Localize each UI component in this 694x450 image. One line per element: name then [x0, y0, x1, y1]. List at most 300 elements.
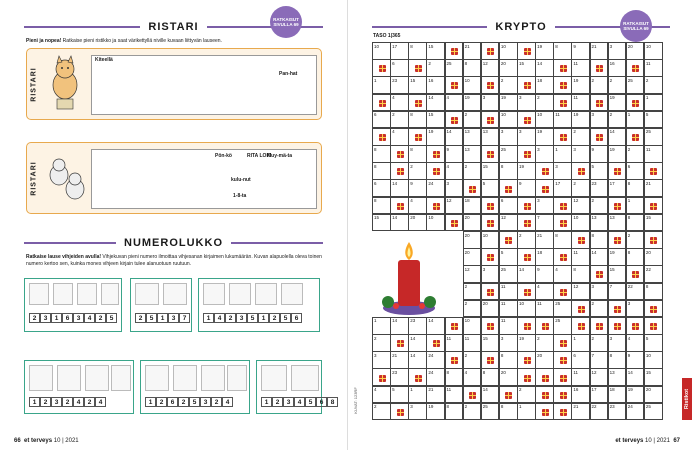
krypto-cell[interactable]: 1 — [372, 76, 391, 94]
krypto-cell[interactable]: 2 — [535, 94, 554, 112]
krypto-cell[interactable] — [517, 368, 536, 386]
krypto-cell[interactable] — [590, 94, 609, 112]
krypto-cell[interactable]: 1 — [626, 197, 645, 215]
krypto-cell[interactable]: 12 — [590, 368, 609, 386]
answer-digit-cell[interactable]: 7 — [179, 313, 190, 323]
answer-digit-cell[interactable]: 3 — [168, 313, 179, 323]
krypto-cell[interactable]: 2 — [408, 162, 427, 180]
krypto-cell[interactable] — [481, 214, 500, 232]
krypto-cell[interactable]: 19 — [608, 94, 627, 112]
krypto-cell[interactable] — [408, 94, 427, 112]
krypto-cell[interactable] — [590, 59, 609, 77]
krypto-cell[interactable]: 2 — [517, 386, 536, 404]
krypto-cell[interactable] — [553, 403, 572, 421]
krypto-cell[interactable]: 9 — [408, 179, 427, 197]
krypto-cell[interactable]: 18 — [608, 386, 627, 404]
krypto-cell[interactable]: 20 — [463, 231, 482, 249]
krypto-cell[interactable]: 10 — [517, 300, 536, 318]
krypto-cell[interactable] — [517, 111, 536, 129]
krypto-cell[interactable]: 4 — [372, 386, 391, 404]
krypto-cell[interactable]: 5 — [499, 248, 518, 266]
krypto-cell[interactable]: 19 — [517, 334, 536, 352]
krypto-cell[interactable]: 25 — [499, 265, 518, 283]
krypto-cell[interactable]: 20 — [535, 351, 554, 369]
answer-digit-cell[interactable]: 4 — [95, 397, 106, 407]
krypto-cell[interactable] — [553, 94, 572, 112]
krypto-cell[interactable]: 2 — [626, 231, 645, 249]
krypto-cell[interactable]: 8 — [372, 162, 391, 180]
krypto-cell[interactable]: 3 — [608, 42, 627, 60]
krypto-cell[interactable] — [481, 248, 500, 266]
krypto-cell[interactable]: 4 — [463, 368, 482, 386]
krypto-cell[interactable]: 21 — [590, 42, 609, 60]
krypto-cell[interactable]: 3 — [571, 145, 590, 163]
krypto-cell[interactable] — [553, 248, 572, 266]
krypto-cell[interactable]: 3 — [517, 94, 536, 112]
answer-digit-cell[interactable]: 2 — [156, 397, 167, 407]
krypto-cell[interactable]: 25 — [644, 128, 663, 146]
krypto-cell[interactable]: 8 — [553, 231, 572, 249]
answer-digit-cell[interactable]: 2 — [269, 313, 280, 323]
krypto-cell[interactable]: 25 — [553, 300, 572, 318]
krypto-cell[interactable]: 19 — [571, 111, 590, 129]
krypto-cell[interactable]: 9 — [535, 265, 554, 283]
krypto-cell[interactable] — [445, 76, 464, 94]
krypto-cell[interactable] — [553, 283, 572, 301]
krypto-cell[interactable]: 11 — [535, 300, 554, 318]
krypto-cell[interactable]: 16 — [608, 59, 627, 77]
krypto-cell[interactable]: 6 — [626, 162, 645, 180]
krypto-cell[interactable]: 13 — [608, 368, 627, 386]
krypto-cell[interactable] — [372, 94, 391, 112]
krypto-cell[interactable]: 21 — [463, 42, 482, 60]
answer-digit-cell[interactable]: 3 — [236, 313, 247, 323]
krypto-cell[interactable]: 13 — [590, 214, 609, 232]
krypto-cell[interactable]: 16 — [571, 386, 590, 404]
krypto-cell[interactable]: 1 — [372, 317, 391, 335]
krypto-cell[interactable] — [626, 265, 645, 283]
krypto-cell[interactable] — [517, 214, 536, 232]
krypto-cell[interactable]: 17 — [608, 179, 627, 197]
krypto-cell[interactable] — [408, 59, 427, 77]
krypto-cell[interactable]: 11 — [499, 283, 518, 301]
krypto-cell[interactable] — [445, 351, 464, 369]
krypto-cell[interactable]: 21 — [644, 179, 663, 197]
krypto-cell[interactable]: 23 — [590, 179, 609, 197]
krypto-cell[interactable] — [445, 317, 464, 335]
krypto-cell[interactable]: 14 — [608, 128, 627, 146]
krypto-cell[interactable]: 15 — [372, 214, 391, 232]
krypto-cell[interactable]: 15 — [426, 111, 445, 129]
krypto-cell[interactable] — [517, 42, 536, 60]
krypto-cell[interactable]: 14 — [626, 368, 645, 386]
krypto-cell[interactable]: 14 — [408, 334, 427, 352]
krypto-cell[interactable] — [608, 300, 627, 318]
krypto-cell[interactable]: 1 — [571, 334, 590, 352]
krypto-cell[interactable]: 10 — [499, 111, 518, 129]
krypto-cell[interactable]: 11 — [499, 317, 518, 335]
krypto-cell[interactable]: 10 — [463, 317, 482, 335]
krypto-cell[interactable]: 2 — [499, 76, 518, 94]
krypto-cell[interactable]: 19 — [535, 128, 554, 146]
krypto-cell[interactable]: 12 — [445, 197, 464, 215]
answer-digit-cell[interactable]: 3 — [200, 397, 211, 407]
answer-digit-cell[interactable]: 5 — [106, 313, 117, 323]
krypto-cell[interactable]: 14 — [408, 351, 427, 369]
krypto-cell[interactable]: 6 — [372, 111, 391, 129]
krypto-cell[interactable]: 4 — [553, 265, 572, 283]
krypto-cell[interactable]: 18 — [535, 248, 554, 266]
krypto-cell[interactable]: 2 — [590, 334, 609, 352]
krypto-cell[interactable]: 13 — [608, 214, 627, 232]
krypto-cell[interactable]: 8 — [463, 59, 482, 77]
krypto-cell[interactable]: 21 — [426, 386, 445, 404]
krypto-cell[interactable]: 23 — [408, 317, 427, 335]
krypto-cell[interactable]: 14 — [590, 248, 609, 266]
answer-digit-cell[interactable]: 4 — [222, 397, 233, 407]
krypto-cell[interactable]: 15 — [481, 162, 500, 180]
krypto-cell[interactable]: 2 — [372, 403, 391, 421]
krypto-cell[interactable]: 2 — [463, 403, 482, 421]
answer-digit-cell[interactable]: 5 — [189, 397, 200, 407]
krypto-cell[interactable]: 20 — [408, 214, 427, 232]
answer-digit-cell[interactable]: 2 — [84, 397, 95, 407]
krypto-cell[interactable]: 4 — [626, 334, 645, 352]
krypto-cell[interactable]: 5 — [481, 179, 500, 197]
krypto-cell[interactable]: 2 — [590, 76, 609, 94]
krypto-cell[interactable]: 10 — [426, 214, 445, 232]
krypto-cell[interactable]: 5 — [390, 386, 409, 404]
krypto-cell[interactable]: 2 — [463, 111, 482, 129]
krypto-cell[interactable] — [481, 351, 500, 369]
krypto-cell[interactable]: 3 — [408, 403, 427, 421]
krypto-cell[interactable]: 23 — [608, 403, 627, 421]
krypto-cell[interactable]: 1 — [553, 145, 572, 163]
krypto-cell[interactable] — [390, 403, 409, 421]
answer-digit-cell[interactable]: 4 — [73, 397, 84, 407]
krypto-cell[interactable] — [553, 128, 572, 146]
krypto-cell[interactable]: 3 — [590, 111, 609, 129]
krypto-cell[interactable]: 7 — [590, 351, 609, 369]
krypto-cell[interactable]: 11 — [499, 300, 518, 318]
krypto-cell[interactable] — [571, 317, 590, 335]
krypto-cell[interactable]: 7 — [535, 214, 554, 232]
krypto-cell[interactable] — [553, 334, 572, 352]
answer-digit-cell[interactable]: 5 — [305, 397, 316, 407]
krypto-cell[interactable] — [644, 317, 663, 335]
answer-digit-cell[interactable]: 4 — [294, 397, 305, 407]
krypto-cell[interactable]: 19 — [517, 162, 536, 180]
krypto-cell[interactable]: 25 — [499, 145, 518, 163]
krypto-cell[interactable]: 2 — [590, 300, 609, 318]
krypto-cell[interactable]: 17 — [553, 179, 572, 197]
answer-digit-cell[interactable]: 3 — [283, 397, 294, 407]
krypto-cell[interactable]: 4 — [535, 283, 554, 301]
krypto-cell[interactable]: 2 — [571, 179, 590, 197]
krypto-cell[interactable] — [390, 162, 409, 180]
krypto-cell[interactable]: 4 — [408, 197, 427, 215]
krypto-cell[interactable]: 11 — [553, 111, 572, 129]
krypto-cell[interactable]: 2 — [372, 334, 391, 352]
krypto-cell[interactable]: 10 — [372, 42, 391, 60]
krypto-cell[interactable]: 4 — [390, 128, 409, 146]
krypto-cell[interactable] — [626, 59, 645, 77]
krypto-cell[interactable] — [517, 248, 536, 266]
krypto-cell[interactable] — [517, 76, 536, 94]
krypto-cell[interactable]: 6 — [571, 351, 590, 369]
krypto-cell[interactable] — [481, 197, 500, 215]
answer-digit-cell[interactable]: 1 — [157, 313, 168, 323]
krypto-cell[interactable] — [608, 197, 627, 215]
krypto-cell[interactable]: 22 — [590, 403, 609, 421]
krypto-cell[interactable] — [626, 317, 645, 335]
answer-digit-cell[interactable]: 2 — [135, 313, 146, 323]
krypto-cell[interactable]: 14 — [390, 317, 409, 335]
krypto-cell[interactable] — [644, 197, 663, 215]
krypto-cell[interactable]: 1 — [517, 403, 536, 421]
answer-digit-cell[interactable]: 1 — [258, 313, 269, 323]
krypto-cell[interactable]: 15 — [426, 42, 445, 60]
krypto-cell[interactable]: 4 — [390, 94, 409, 112]
krypto-cell[interactable]: 5 — [644, 334, 663, 352]
krypto-cell[interactable] — [553, 368, 572, 386]
krypto-cell[interactable] — [390, 145, 409, 163]
krypto-cell[interactable]: 8 — [445, 368, 464, 386]
krypto-cell[interactable]: 11 — [571, 248, 590, 266]
krypto-cell[interactable]: 3 — [590, 283, 609, 301]
answer-digit-cell[interactable]: 8 — [327, 397, 338, 407]
krypto-cell[interactable]: 8 — [499, 403, 518, 421]
krypto-cell[interactable]: 24 — [426, 368, 445, 386]
krypto-cell[interactable]: 2 — [463, 351, 482, 369]
krypto-cell[interactable] — [571, 231, 590, 249]
krypto-cell[interactable]: 12 — [463, 265, 482, 283]
answer-digit-cell[interactable]: 5 — [247, 313, 258, 323]
krypto-cell[interactable] — [517, 197, 536, 215]
krypto-cell[interactable] — [372, 59, 391, 77]
krypto-cell[interactable]: 10 — [481, 231, 500, 249]
answer-digit-cell[interactable]: 6 — [167, 397, 178, 407]
krypto-cell[interactable]: 24 — [426, 351, 445, 369]
krypto-cell[interactable] — [481, 76, 500, 94]
krypto-cell[interactable] — [445, 214, 464, 232]
answer-digit-cell[interactable]: 6 — [316, 397, 327, 407]
krypto-cell[interactable]: 3 — [481, 94, 500, 112]
krypto-cell[interactable]: 19 — [426, 403, 445, 421]
krypto-cell[interactable]: 8 — [408, 111, 427, 129]
krypto-cell[interactable]: 3 — [372, 351, 391, 369]
krypto-cell[interactable]: 19 — [608, 248, 627, 266]
krypto-cell[interactable]: 8 — [408, 145, 427, 163]
krypto-cell[interactable]: 20 — [626, 42, 645, 60]
krypto-cell[interactable]: 12 — [481, 59, 500, 77]
krypto-cell[interactable]: 1 — [626, 111, 645, 129]
krypto-cell[interactable]: 20 — [499, 59, 518, 77]
krypto-cell[interactable]: 16 — [426, 76, 445, 94]
answer-digit-cell[interactable]: 6 — [62, 313, 73, 323]
krypto-cell[interactable]: 6 — [390, 59, 409, 77]
answer-digit-cell[interactable]: 1 — [203, 313, 214, 323]
krypto-cell[interactable]: 23 — [390, 76, 409, 94]
krypto-cell[interactable]: 6 — [372, 179, 391, 197]
krypto-cell[interactable]: 3 — [445, 179, 464, 197]
krypto-cell[interactable] — [390, 334, 409, 352]
krypto-cell[interactable]: 7 — [608, 283, 627, 301]
krypto-cell[interactable]: 2 — [426, 59, 445, 77]
krypto-cell[interactable]: 1 — [644, 94, 663, 112]
krypto-cell[interactable]: 14 — [426, 317, 445, 335]
krypto-cell[interactable] — [517, 145, 536, 163]
krypto-cell[interactable]: 10 — [571, 214, 590, 232]
krypto-cell[interactable] — [499, 386, 518, 404]
krypto-cell[interactable] — [535, 386, 554, 404]
krypto-cell[interactable]: 13 — [463, 128, 482, 146]
krypto-cell[interactable] — [608, 162, 627, 180]
krypto-cell[interactable]: 17 — [590, 386, 609, 404]
krypto-cell[interactable]: 8 — [372, 145, 391, 163]
krypto-cell[interactable]: 14 — [445, 128, 464, 146]
krypto-cell[interactable] — [481, 317, 500, 335]
krypto-cell[interactable]: 19 — [499, 94, 518, 112]
krypto-cell[interactable] — [517, 283, 536, 301]
krypto-cell[interactable]: 8 — [608, 351, 627, 369]
answer-digit-cell[interactable]: 1 — [145, 397, 156, 407]
krypto-cell[interactable] — [535, 162, 554, 180]
krypto-cell[interactable]: 25 — [553, 317, 572, 335]
krypto-cell[interactable]: 21 — [535, 231, 554, 249]
krypto-cell[interactable]: 3 — [535, 145, 554, 163]
krypto-cell[interactable]: 19 — [535, 42, 554, 60]
krypto-cell[interactable] — [535, 403, 554, 421]
krypto-cell[interactable] — [426, 197, 445, 215]
krypto-cell[interactable]: 5 — [644, 111, 663, 129]
krypto-cell[interactable]: 14 — [390, 214, 409, 232]
krypto-cell[interactable]: 2 — [626, 145, 645, 163]
krypto-cell[interactable]: 10 — [644, 42, 663, 60]
krypto-cell[interactable] — [535, 179, 554, 197]
answer-digit-cell[interactable]: 2 — [178, 397, 189, 407]
answer-digit-cell[interactable]: 4 — [214, 313, 225, 323]
krypto-cell[interactable]: 13 — [463, 145, 482, 163]
answer-digit-cell[interactable]: 2 — [272, 397, 283, 407]
krypto-cell[interactable]: 15 — [644, 368, 663, 386]
krypto-cell[interactable]: 12 — [571, 283, 590, 301]
krypto-cell[interactable]: 2 — [390, 111, 409, 129]
krypto-cell[interactable]: 11 — [445, 334, 464, 352]
krypto-cell[interactable]: 8 — [481, 368, 500, 386]
krypto-cell[interactable] — [481, 283, 500, 301]
krypto-cell[interactable]: 2 — [463, 300, 482, 318]
answer-digit-cell[interactable]: 2 — [29, 313, 40, 323]
krypto-cell[interactable] — [553, 59, 572, 77]
krypto-cell[interactable]: 20 — [644, 248, 663, 266]
krypto-cell[interactable]: 8 — [553, 42, 572, 60]
krypto-cell[interactable] — [481, 145, 500, 163]
krypto-cell[interactable]: 13 — [481, 128, 500, 146]
krypto-cell[interactable] — [553, 76, 572, 94]
krypto-cell[interactable]: 18 — [535, 76, 554, 94]
krypto-cell[interactable]: 20 — [463, 214, 482, 232]
krypto-cell[interactable]: 14 — [390, 179, 409, 197]
krypto-cell[interactable]: 2 — [535, 334, 554, 352]
krypto-cell[interactable]: 3 — [535, 197, 554, 215]
krypto-cell[interactable]: 3 — [499, 334, 518, 352]
krypto-cell[interactable]: 9 — [445, 145, 464, 163]
krypto-cell[interactable]: 2 — [644, 76, 663, 94]
krypto-cell[interactable]: 23 — [390, 368, 409, 386]
krypto-cell[interactable]: 15 — [644, 214, 663, 232]
krypto-cell[interactable] — [426, 145, 445, 163]
krypto-cell[interactable]: 8 — [408, 42, 427, 60]
krypto-cell[interactable]: 20 — [644, 386, 663, 404]
krypto-cell[interactable]: 20 — [463, 248, 482, 266]
krypto-cell[interactable]: 8 — [499, 351, 518, 369]
krypto-cell[interactable] — [535, 317, 554, 335]
answer-digit-cell[interactable]: 1 — [261, 397, 272, 407]
krypto-cell[interactable] — [372, 368, 391, 386]
krypto-cell[interactable] — [408, 368, 427, 386]
krypto-cell[interactable]: 14 — [426, 94, 445, 112]
krypto-cell[interactable]: 9 — [571, 42, 590, 60]
krypto-cell[interactable]: 8 — [571, 265, 590, 283]
krypto-cell[interactable] — [426, 162, 445, 180]
krypto-cell[interactable]: 15 — [408, 76, 427, 94]
krypto-cell[interactable]: 21 — [390, 351, 409, 369]
krypto-cell[interactable]: 11 — [571, 94, 590, 112]
krypto-cell[interactable] — [463, 179, 482, 197]
krypto-cell[interactable]: 10 — [463, 76, 482, 94]
krypto-cell[interactable]: 25 — [626, 76, 645, 94]
krypto-cell[interactable]: 21 — [571, 403, 590, 421]
krypto-cell[interactable]: 19 — [571, 76, 590, 94]
krypto-cell[interactable]: 6 — [499, 197, 518, 215]
krypto-cell[interactable]: 8 — [644, 283, 663, 301]
answer-digit-cell[interactable]: 1 — [29, 397, 40, 407]
krypto-cell[interactable]: 2 — [608, 111, 627, 129]
krypto-cell[interactable]: 2 — [463, 283, 482, 301]
krypto-cell[interactable]: 2 — [463, 162, 482, 180]
krypto-cell[interactable]: 18 — [463, 197, 482, 215]
krypto-cell[interactable]: 3 — [481, 265, 500, 283]
krypto-cell[interactable]: 12 — [571, 197, 590, 215]
krypto-cell[interactable]: 22 — [626, 283, 645, 301]
krypto-cell[interactable]: 11 — [571, 59, 590, 77]
krypto-cell[interactable] — [608, 231, 627, 249]
krypto-cell[interactable] — [644, 162, 663, 180]
krypto-cell[interactable]: 11 — [445, 386, 464, 404]
krypto-cell[interactable]: 8 — [626, 248, 645, 266]
krypto-cell[interactable] — [445, 111, 464, 129]
answer-digit-cell[interactable]: 2 — [225, 313, 236, 323]
answer-digit-cell[interactable]: 3 — [51, 397, 62, 407]
answer-digit-cell[interactable]: 2 — [95, 313, 106, 323]
answer-digit-cell[interactable]: 2 — [62, 397, 73, 407]
krypto-cell[interactable] — [481, 111, 500, 129]
krypto-cell[interactable] — [571, 300, 590, 318]
krypto-cell[interactable]: 4 — [445, 94, 464, 112]
krypto-cell[interactable]: 8 — [445, 403, 464, 421]
answer-digit-cell[interactable]: 6 — [291, 313, 302, 323]
krypto-cell[interactable]: 22 — [644, 265, 663, 283]
krypto-cell[interactable]: 25 — [445, 59, 464, 77]
krypto-cell[interactable]: 2 — [517, 231, 536, 249]
answer-digit-cell[interactable]: 3 — [40, 313, 51, 323]
krypto-cell[interactable]: 2 — [590, 197, 609, 215]
krypto-cell[interactable]: 11 — [644, 145, 663, 163]
krypto-cell[interactable] — [626, 94, 645, 112]
krypto-cell[interactable] — [445, 42, 464, 60]
krypto-cell[interactable]: 20 — [481, 300, 500, 318]
